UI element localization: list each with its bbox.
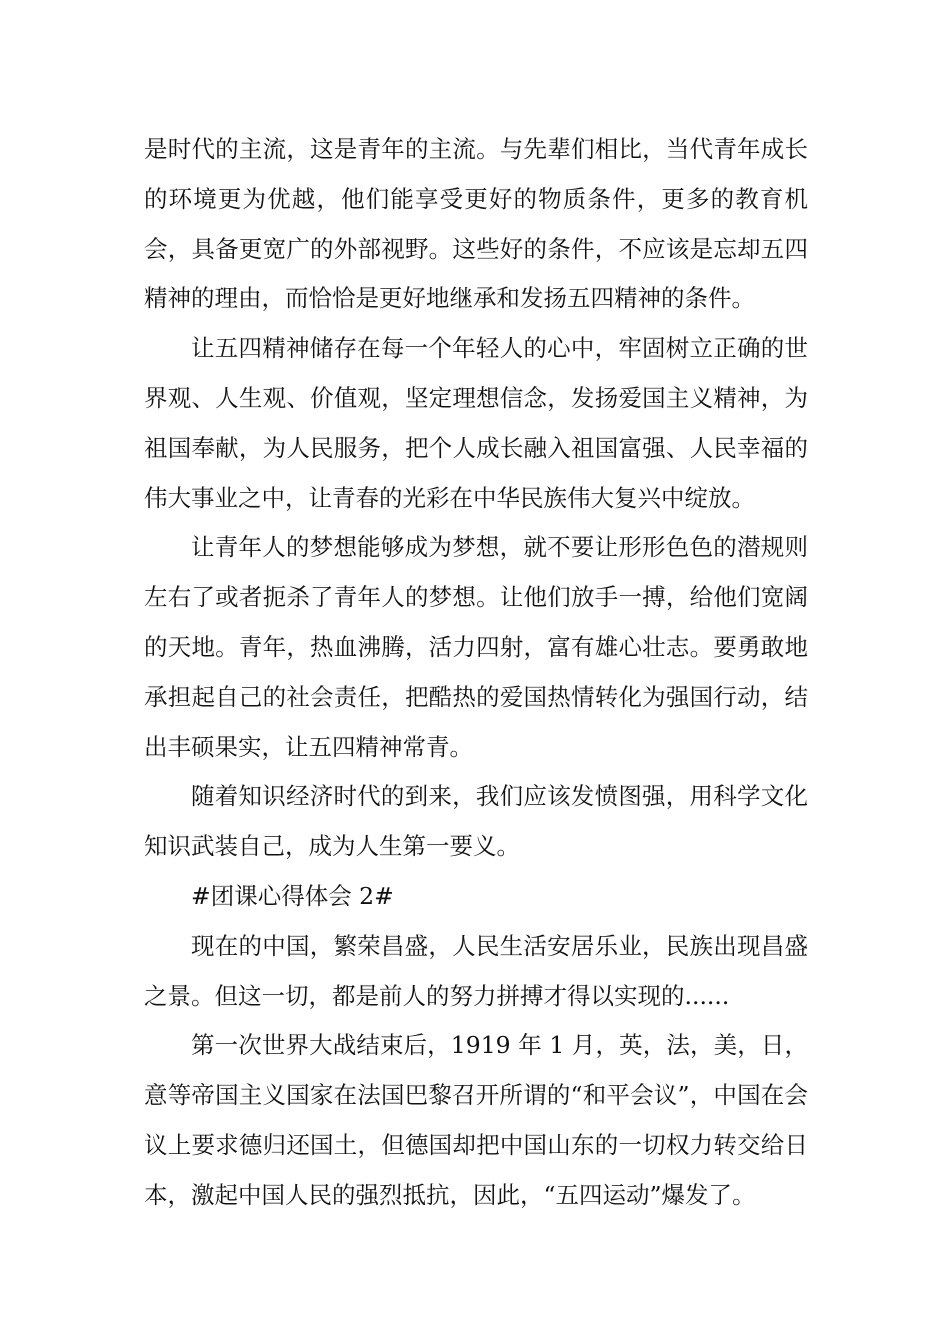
paragraph-youth-dreams: 让青年人的梦想能够成为梦想，就不要让形形色色的潜规则左右了或者扼杀了青年人的梦想。让他们放手一搏，给他们宽阔的天地。青年，热血沸腾，活力四射，富有雄心壮志。要勇敢地承担起自己的社会责任，把酷热的爱国热情转化为强国行动，结出丰硕果实，让五四精神常青。 <box>144 533 808 761</box>
paragraph-modern-china: 现在的中国，繁荣昌盛，人民生活安居乐业，民族出现昌盛之景。但这一切，都是前人的努力拼搏才得以实现的...... <box>144 931 808 1010</box>
paragraph-may-fourth-spirit: 让五四精神储存在每一个年轻人的心中，牢固树立正确的世界观、人生观、价值观，坚定理想信念，发扬爱国主义精神，为祖国奉献，为人民服务，把个人成长融入祖国富强、人民幸福的伟大事业之中，让青春的光彩在中华民族伟大复兴中绽放。 <box>144 334 808 512</box>
paragraph-history: 第一次世界大战结束后，1919 年 1 月，英，法，美，日，意等帝国主义国家在法国巴黎召开所谓的“和平会议”，中国在会议上要求德归还国土，但德国却把中国山东的一切权力转交给日本，激起中国人民的强烈抵抗，因此，“五四运动”爆发了。 <box>144 1031 808 1209</box>
paragraph-continuation: 是时代的主流，这是青年的主流。与先辈们相比，当代青年成长的环境更为优越，他们能享受更好的物质条件，更多的教育机会，具备更宽广的外部视野。这些好的条件，不应该是忘却五四精神的理由，而恰恰是更好地继承和发扬五四精神的条件。 <box>144 135 808 313</box>
section-heading: #团课心得体会 2# <box>191 881 394 910</box>
document-body <box>144 125 808 1221</box>
paragraph-knowledge-economy: 随着知识经济时代的到来，我们应该发愤图强，用科学文化知识武装自己，成为人生第一要义。 <box>144 782 808 861</box>
